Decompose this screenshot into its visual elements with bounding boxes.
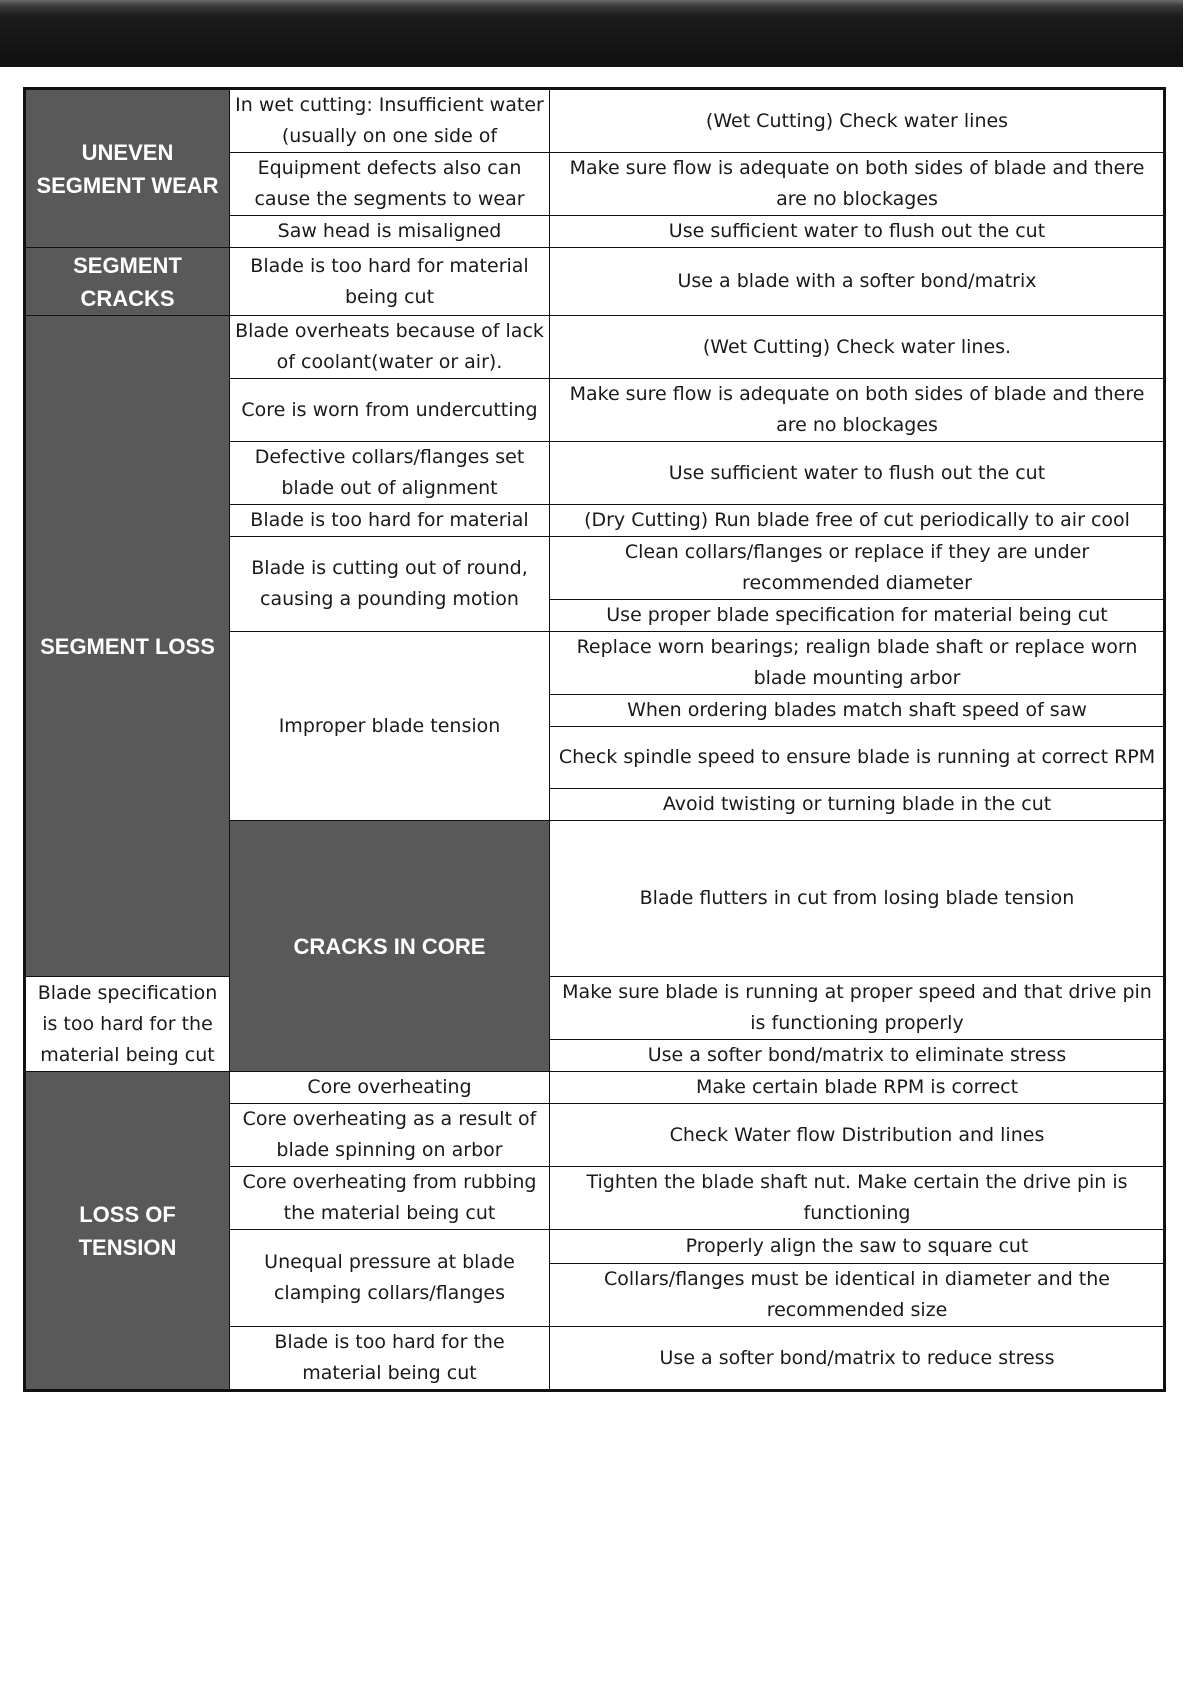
cause-cell: In wet cutting: Insufficient water (usually on one side of — [230, 89, 550, 153]
cause-cell: Equipment defects also can cause the segments to wear — [230, 153, 550, 216]
table-row — [25, 316, 1165, 379]
troubleshooting-table — [23, 87, 1166, 1392]
cause-cell: Blade overheats because of lack of coolant(water or air). — [230, 316, 550, 379]
table-row — [25, 977, 1165, 1040]
solution-cell: Use sufficient water to flush out the cut — [550, 442, 1165, 505]
cause-cell: Blade is cutting out of round, causing a pounding motion — [230, 537, 550, 632]
category-cracks-in-core: CRACKS IN CORE — [230, 821, 550, 1072]
solution-cell: Make sure blade is running at proper speed and that drive pin is functioning properly — [550, 977, 1165, 1040]
cause-cell: Blade flutters in cut from losing blade tension — [550, 821, 1165, 977]
cause-cell: Core overheating — [230, 1072, 550, 1104]
cause-cell: Unequal pressure at blade clamping collars/flanges — [230, 1230, 550, 1327]
cause-cell: Core is worn from undercutting — [230, 379, 550, 442]
solution-cell: (Dry Cutting) Run blade free of cut periodically to air cool — [550, 505, 1165, 537]
solution-cell: Make sure flow is adequate on both sides of blade and there are no blockages — [550, 379, 1165, 442]
solution-cell: Properly align the saw to square cut — [550, 1230, 1165, 1264]
category-loss-of-tension: LOSS OF TENSION — [25, 1072, 230, 1391]
solution-cell: (Wet Cutting) Check water lines. — [550, 316, 1165, 379]
solution-cell: Use a softer bond/matrix to eliminate stress — [550, 1040, 1165, 1072]
solution-cell: Make sure flow is adequate on both sides of blade and there are no blockages — [550, 153, 1165, 216]
category-segment-cracks: SEGMENT CRACKS — [25, 248, 230, 316]
solution-cell: Use a softer bond/matrix to reduce stress — [550, 1327, 1165, 1391]
solution-cell: Clean collars/flanges or replace if they are under recommended diameter — [550, 537, 1165, 600]
cause-cell: Core overheating as a result of blade spinning on arbor — [230, 1104, 550, 1167]
solution-cell: Check Water flow Distribution and lines — [550, 1104, 1165, 1167]
category-uneven-segment-wear: UNEVEN SEGMENT WEAR — [25, 89, 230, 248]
cause-cell: Defective collars/flanges set blade out of alignment — [230, 442, 550, 505]
solution-cell: Use a blade with a softer bond/matrix — [550, 248, 1165, 316]
table-row — [25, 1072, 1165, 1104]
cause-cell: Blade is too hard for material being cut — [230, 248, 550, 316]
solution-cell: When ordering blades match shaft speed of saw — [550, 695, 1165, 727]
table-row — [25, 89, 1165, 153]
solution-cell: Tighten the blade shaft nut. Make certain the drive pin is functioning — [550, 1167, 1165, 1230]
solution-cell: Check spindle speed to ensure blade is running at correct RPM — [550, 727, 1165, 789]
solution-cell: Avoid twisting or turning blade in the cut — [550, 789, 1165, 821]
cause-cell: Improper blade tension — [230, 632, 550, 821]
solution-cell: Replace worn bearings; realign blade shaft or replace worn blade mounting arbor — [550, 632, 1165, 695]
solution-cell: Make certain blade RPM is correct — [550, 1072, 1165, 1104]
solution-cell: Use sufficient water to flush out the cut — [550, 216, 1165, 248]
solution-cell: Collars/flanges must be identical in diameter and the recommended size — [550, 1264, 1165, 1327]
category-segment-loss: SEGMENT LOSS — [25, 316, 230, 977]
header-bar — [0, 0, 1191, 67]
cause-cell: Saw head is misaligned — [230, 216, 550, 248]
solution-cell: (Wet Cutting) Check water lines — [550, 89, 1165, 153]
cause-cell: Blade is too hard for material — [230, 505, 550, 537]
table-row — [25, 248, 1165, 316]
cause-cell: Blade specification is too hard for the material being cut — [25, 977, 230, 1072]
solution-cell: Use proper blade specification for material being cut — [550, 600, 1165, 632]
cause-cell: Blade is too hard for the material being cut — [230, 1327, 550, 1391]
cause-cell: Core overheating from rubbing the material being cut — [230, 1167, 550, 1230]
